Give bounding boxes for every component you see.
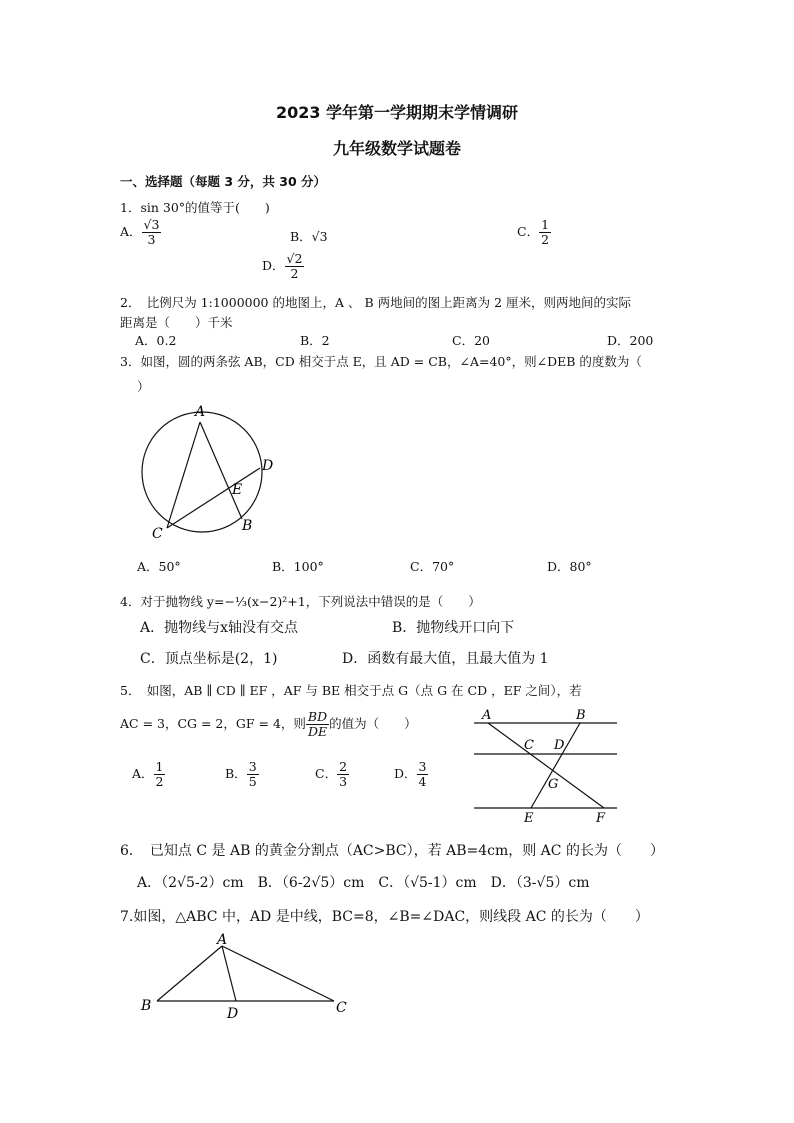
- q3-circle-figure: [130, 400, 290, 545]
- q1-option-b: B．√3: [290, 229, 328, 244]
- q6-options: A．（2√5-2）cm B．（6-2√5）cm C．（√5-1）cm D．（3-√5）cm: [137, 875, 590, 891]
- q7-label-a: A: [217, 932, 228, 948]
- q3-chord-ab: [200, 422, 242, 519]
- page-title: 2023 学年第一学期期末学情调研: [275, 103, 519, 122]
- q1-option-d: D． $\frac{√2}{2}$: [262, 251, 303, 281]
- q3-stem-line1: 3．如图，圆的两条弦 AB，CD 相交于点 E，且 AD = CB，∠A=40°，则∠DEB 的度数为（: [120, 354, 642, 369]
- section-heading: 一、选择题（每题 3 分，共 30 分）: [120, 174, 327, 189]
- q3-option-b: B．100°: [272, 559, 324, 574]
- q3-option-c: C．70°: [410, 559, 455, 574]
- q4-option-c: C．顶点坐标是(2，1): [140, 651, 278, 667]
- q3-option-d: D．80°: [547, 559, 592, 574]
- q5-label-f: F: [596, 811, 606, 826]
- q6-stem: 6． 已知点 C 是 AB 的黄金分割点（AC>BC），若 AB=4cm，则 AC 的长为（ ）: [120, 843, 664, 859]
- q3-stem-line2: ）: [137, 379, 150, 394]
- q2-option-a: A．0.2: [135, 333, 177, 348]
- q4-option-b: B．抛物线开口向下: [392, 620, 515, 636]
- page-subtitle: 九年级数学试题卷: [332, 139, 461, 158]
- q5-line-be: [531, 723, 580, 808]
- q3-chord-ac: [167, 422, 200, 528]
- q3-label-a: A: [195, 404, 206, 420]
- q5-stem-line2: AC = 3，CG = 2，GF = 4，则 $\frac{BD}{DE}$ 的值为（ ）: [120, 709, 417, 739]
- q5-line-af: [488, 723, 604, 808]
- q3-label-b: B: [242, 518, 253, 534]
- q5-label-g: G: [548, 777, 559, 792]
- q2-option-d: D．200: [607, 333, 654, 348]
- q7-triangle-figure: [135, 930, 355, 1025]
- q7-stem: 7.如图，△ABC 中，AD 是中线，BC=8，∠B=∠DAC，则线段 AC 的长为（ ）: [120, 909, 649, 925]
- q5-label-b: B: [576, 708, 586, 723]
- q7-label-d: D: [227, 1006, 239, 1022]
- q2-option-b: B．2: [300, 333, 330, 348]
- q5-stem-line1: 5． 如图，AB ∥ CD ∥ EF ，AF 与 BE 相交于点 G（点 G 在 CD ，EF 之间），若: [120, 683, 582, 698]
- q5-label-a: A: [482, 708, 492, 723]
- q5-option-b: B． $\frac{3}{5}$: [225, 759, 257, 789]
- q5-label-d: D: [554, 738, 565, 753]
- q5-label-c: C: [524, 738, 534, 753]
- q2-stem-line2: 距离是（ ）千米: [120, 315, 233, 330]
- q4-stem: 4．对于抛物线 y=−⅓(x−2)²+1，下列说法中错误的是（ ）: [120, 594, 481, 609]
- q1-stem: 1．sin 30°的值等于( ): [120, 200, 270, 215]
- q5-option-a: A． $\frac{1}{2}$: [132, 759, 164, 789]
- q7-side-ab: [157, 946, 222, 1001]
- q4-option-a: A．抛物线与x轴没有交点: [140, 620, 299, 636]
- q3-label-d: D: [262, 458, 274, 474]
- q5-option-c: C． $\frac{2}{3}$: [315, 759, 348, 789]
- q1-option-a: A． $\frac{√3}{3}$: [120, 217, 160, 247]
- q7-label-c: C: [336, 1000, 347, 1016]
- q7-median-ad: [222, 946, 236, 1001]
- q5-option-d: D． $\frac{3}{4}$: [394, 759, 427, 789]
- q7-label-b: B: [141, 998, 152, 1014]
- q3-label-c: C: [152, 526, 163, 542]
- q3-label-e: E: [232, 482, 243, 498]
- q1-option-c: C． $\frac{1}{2}$: [517, 217, 550, 247]
- q3-option-a: A．50°: [137, 559, 181, 574]
- q4-option-d: D．函数有最大值，且最大值为 1: [342, 651, 549, 667]
- q2-stem-line1: 2． 比例尺为 1:1000000 的地图上，A 、 B 两地间的图上距离为 2 厘米，则两地间的实际: [120, 295, 632, 310]
- q2-option-c: C．20: [452, 333, 490, 348]
- q5-parallel-figure: [472, 706, 622, 826]
- q5-label-e: E: [524, 811, 534, 826]
- q7-side-ac: [222, 946, 334, 1001]
- q3-circle: [142, 412, 262, 532]
